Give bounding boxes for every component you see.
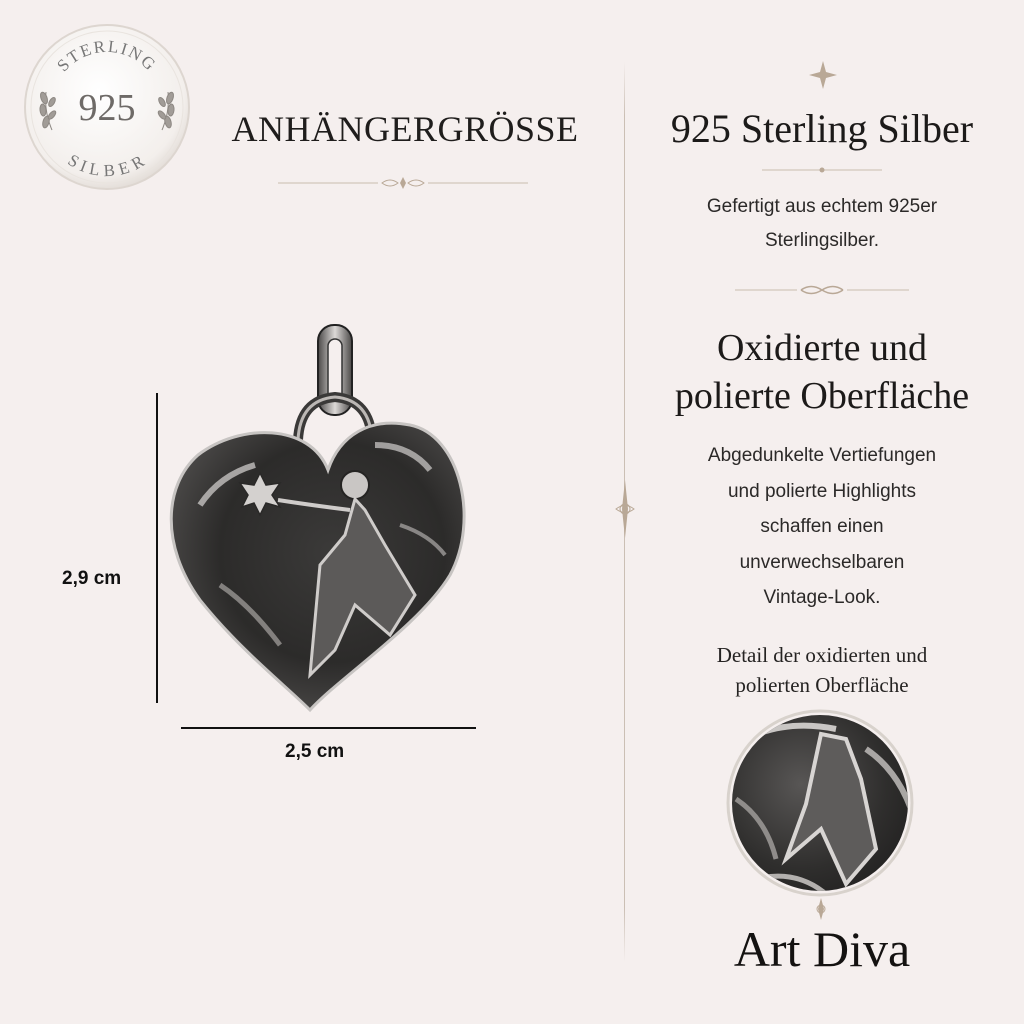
finish-description-line: Abgedunkelte Vertiefungen bbox=[707, 445, 937, 466]
silver-description-line: Gefertigt aus echtem 925er bbox=[706, 196, 938, 217]
finish-description-line: unverwechselbaren bbox=[739, 551, 905, 573]
seal-top-text: STERLING bbox=[53, 36, 161, 76]
seal-bottom-text: SILBER bbox=[64, 150, 150, 181]
brand-name: Art Diva bbox=[733, 921, 911, 977]
seal-number: 925 bbox=[78, 87, 136, 129]
detail-caption-line: polierten Oberfläche bbox=[735, 673, 909, 697]
ornament-divider-icon bbox=[278, 175, 528, 191]
heart-pendant-image bbox=[160, 305, 480, 725]
small-divider-icon bbox=[762, 165, 882, 175]
silver-title: 925 Sterling Silber bbox=[670, 106, 974, 151]
ornament-icon bbox=[806, 898, 836, 920]
finish-title-line: polierte Oberfläche bbox=[674, 375, 970, 417]
silver-description bbox=[640, 190, 1004, 258]
ornament-divider-icon bbox=[735, 282, 909, 298]
finish-description-line: und polierte Highlights bbox=[727, 480, 916, 502]
finish-title-line: Oxidierte und bbox=[716, 327, 927, 369]
width-label: 2,5 cm bbox=[285, 741, 345, 762]
detail-caption-line: Detail der oxidierten und bbox=[716, 643, 928, 667]
pendant-size-title: ANHÄNGERGRÖSSE bbox=[231, 109, 579, 149]
height-dimension-line bbox=[156, 393, 158, 703]
finish-title bbox=[640, 324, 1004, 420]
detail-caption bbox=[640, 640, 1004, 700]
sterling-silver-seal bbox=[22, 22, 192, 192]
seal-graphic bbox=[22, 22, 192, 192]
finish-description-line: Vintage-Look. bbox=[763, 587, 881, 608]
sparkle-icon bbox=[808, 60, 838, 90]
finish-description bbox=[640, 438, 1004, 616]
silver-description-line: Sterlingsilber. bbox=[764, 230, 880, 251]
finish-description-line: schaffen einen bbox=[760, 516, 884, 537]
height-label: 2,9 cm bbox=[62, 568, 122, 589]
surface-detail-image bbox=[726, 709, 914, 897]
width-dimension-line bbox=[181, 727, 476, 729]
ornament-vertical-icon bbox=[612, 478, 638, 540]
